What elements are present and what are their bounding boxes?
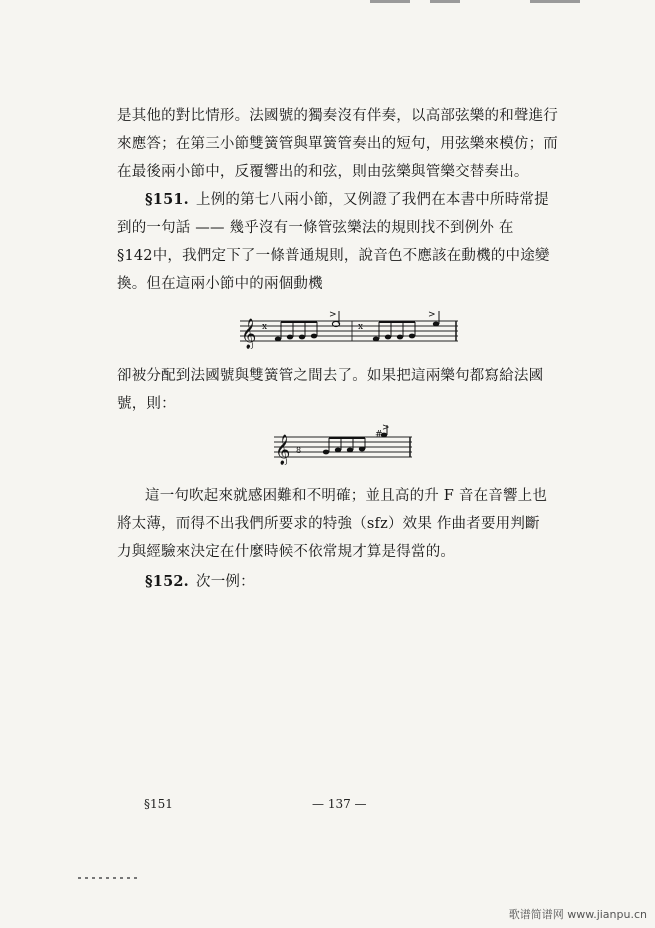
- svg-text:>: >: [329, 310, 337, 320]
- svg-text:𝄞: 𝄞: [241, 319, 257, 349]
- svg-text:8: 8: [296, 446, 302, 455]
- scan-artifact: [78, 877, 140, 879]
- scan-edge-mark: [370, 0, 410, 3]
- music-staff-icon: [240, 309, 460, 349]
- section-number: §152.: [145, 573, 189, 590]
- watermark: 歌谱简谱网 www.jianpu.cn: [508, 908, 647, 921]
- svg-text:>: >: [382, 423, 390, 433]
- svg-text:x: x: [262, 322, 268, 332]
- section-number: §151.: [145, 191, 189, 208]
- scan-edge-mark: [530, 0, 580, 3]
- svg-text:#: #: [375, 430, 383, 440]
- music-staff-icon: [274, 423, 414, 465]
- page-number: — 137 —: [312, 797, 367, 811]
- svg-text:>: >: [428, 310, 436, 320]
- footer-section-ref: §151: [144, 797, 173, 811]
- scan-edge-mark: [430, 0, 460, 3]
- svg-text:x: x: [358, 322, 364, 332]
- svg-text:𝄞: 𝄞: [275, 435, 291, 465]
- document-page: 是其他的對比情形。法國號的獨奏沒有伴奏，以高部弦樂的和聲進行 來應答；在第三小節雙簧管與單簧管奏出的短句，用弦樂來模仿；而 在最後兩小節中，反覆響出的和弦，則由弦樂與管樂交替奏出。 §151. 上例的第七八兩小節，又例證了我們在本書中所時常提 到的一句話 —— 幾乎沒有一條管弦樂法的規則找不到例外 在 §142中，我們定下了一條普通規則，說音色不應該在動機的中途變 換。但在這兩小節中的兩個動機 𝄞 x > > x 卻被分配到法國號與雙簧管之間去了。如果把這兩樂句都寫給法國 號，則： 𝄞 8 # > 這一句吹起來就感困難和不明確；並且高的升 F 音在音響上也 將太薄，而得不出我們所要求的特強（sfz）效果 作曲者要用判斷 力與經驗來決定在什麼時候不依常規才算是得當的。 §152. 次一例： §151 — 137 — 歌谱简谱网 www.jianpu.cn: [0, 0, 655, 928]
